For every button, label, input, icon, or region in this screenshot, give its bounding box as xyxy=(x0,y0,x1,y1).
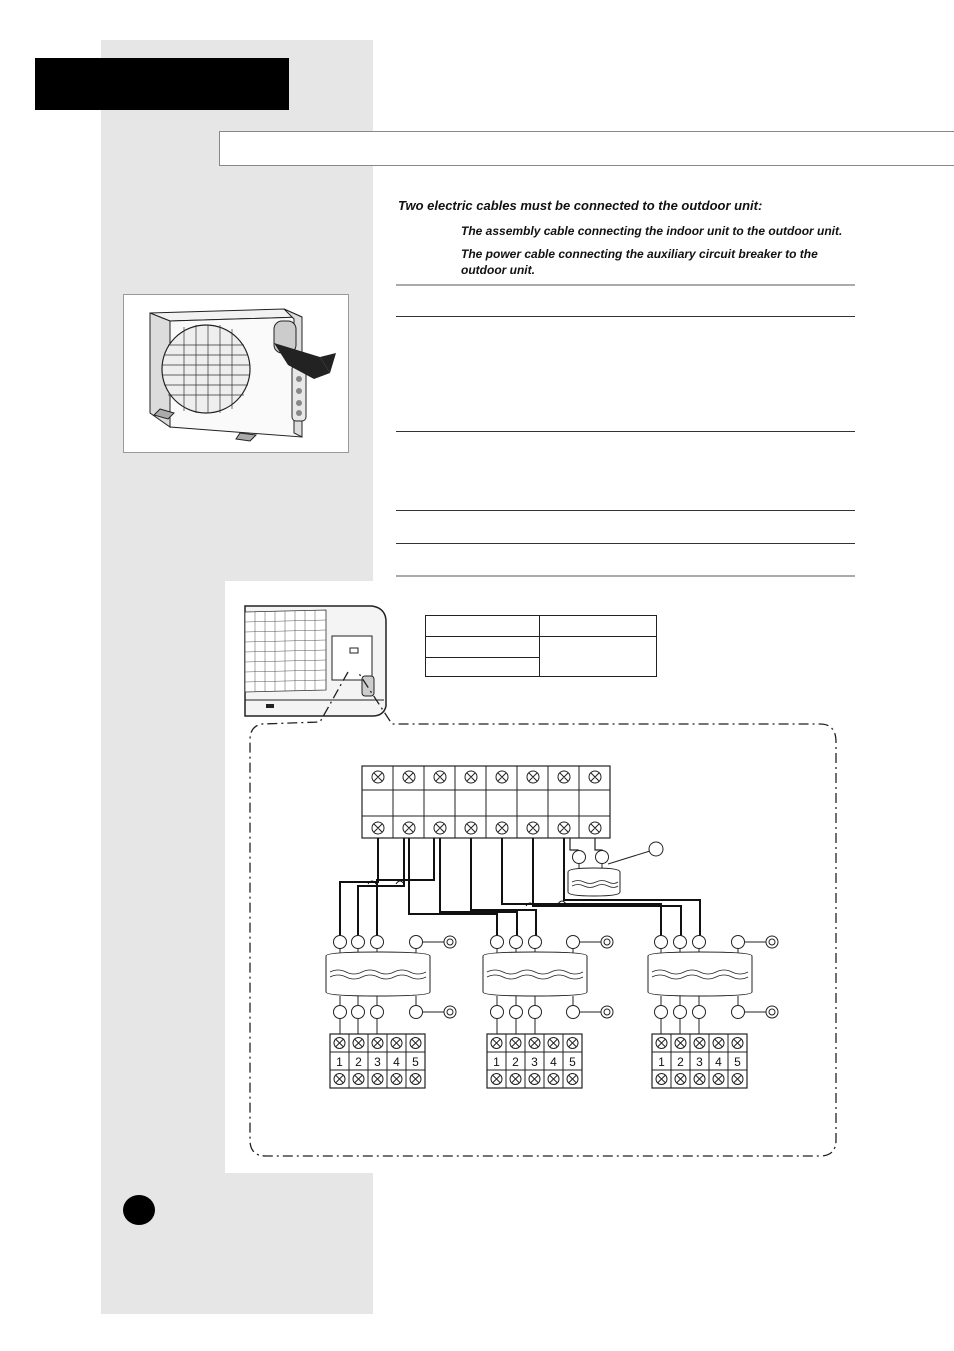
terminal-number: 1 xyxy=(658,1055,665,1069)
outdoor-terminal-block xyxy=(362,766,610,838)
terminal-number: 4 xyxy=(715,1055,722,1069)
indoor-unit-illustration xyxy=(245,606,386,716)
terminal-number: 2 xyxy=(355,1055,362,1069)
terminal-number: 1 xyxy=(336,1055,343,1069)
terminal-number: 5 xyxy=(734,1055,741,1069)
terminal-number: 1 xyxy=(493,1055,500,1069)
bullet-power-cable: The power cable connecting the auxiliary circuit breaker to the outdoor unit. xyxy=(461,247,818,277)
indoor-terminal-block-2 xyxy=(487,1034,582,1088)
terminal-number: 4 xyxy=(550,1055,557,1069)
terminal-number: 5 xyxy=(412,1055,419,1069)
terminal-number: 4 xyxy=(393,1055,400,1069)
indoor-terminal-block-3 xyxy=(652,1034,747,1088)
bullet-assembly-cable: The assembly cable connecting the indoor unit to the outdoor unit. xyxy=(461,224,843,238)
terminal-number: 5 xyxy=(569,1055,576,1069)
terminal-number: 3 xyxy=(374,1055,381,1069)
terminal-number: 2 xyxy=(512,1055,519,1069)
terminal-number: 2 xyxy=(677,1055,684,1069)
page-number-marker xyxy=(123,1195,155,1225)
power-cable xyxy=(568,838,663,896)
intro-text: Two electric cables must be connected to the outdoor unit: xyxy=(398,198,763,213)
indoor-cable-group-3 xyxy=(648,936,778,1035)
terminal-number: 3 xyxy=(531,1055,538,1069)
indoor-cable-group-2 xyxy=(483,936,613,1035)
terminal-number: 3 xyxy=(696,1055,703,1069)
indoor-cable-group-1 xyxy=(326,936,456,1035)
indoor-terminal-block-1 xyxy=(330,1034,425,1088)
